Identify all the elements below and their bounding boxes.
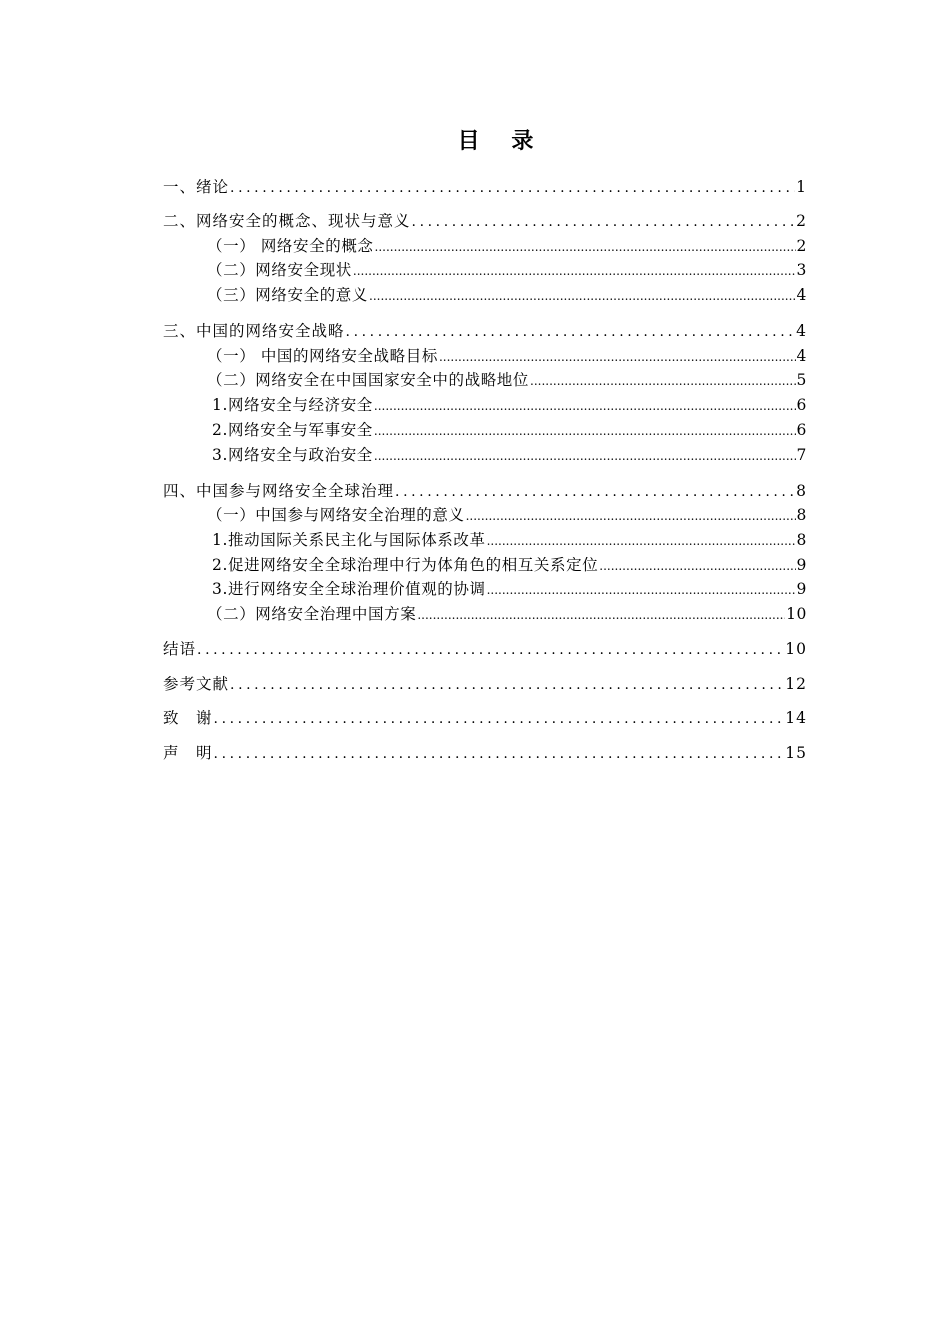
toc-entry-2-3[interactable] <box>207 284 807 306</box>
toc-entry-label: 参考文献 <box>163 675 230 693</box>
toc-page-number: 6 <box>796 421 807 439</box>
toc-entry-label: 四、中国参与网络安全全球治理 <box>163 482 395 500</box>
toc-entry-label: 一、绪论 <box>163 178 230 196</box>
toc-entry-chapter-4[interactable] <box>163 480 807 502</box>
toc-entry-3-2-2[interactable] <box>212 419 807 441</box>
toc-entry-label: （二）网络安全治理中国方案 <box>207 605 417 623</box>
toc-entry-label: 1.推动国际关系民主化与国际体系改革 <box>212 531 486 549</box>
toc-page-number: 7 <box>796 446 807 464</box>
toc-entry-acknowledgements[interactable] <box>163 707 807 729</box>
toc-entry-3-1[interactable] <box>207 345 807 367</box>
dot-leader <box>466 505 796 527</box>
toc-page-number: 4 <box>796 347 807 365</box>
dot-leader <box>369 285 796 307</box>
toc-entry-label: （二）网络安全在中国国家安全中的战略地位 <box>207 371 530 389</box>
toc-page-number: 1 <box>796 178 807 196</box>
toc-entry-label: 2.促进网络安全全球治理中行为体角色的相互关系定位 <box>212 556 599 574</box>
dot-leader <box>439 346 796 368</box>
toc-entry-chapter-3[interactable] <box>163 320 807 342</box>
toc-entry-4-1-1[interactable] <box>212 529 807 551</box>
dot-leader <box>214 708 785 730</box>
dot-leader <box>374 420 796 442</box>
toc-entry-3-2-1[interactable] <box>212 394 807 416</box>
toc-entry-4-1-3[interactable] <box>212 578 807 600</box>
dot-leader <box>374 445 796 467</box>
toc-page-number: 10 <box>786 605 807 623</box>
toc-page-number: 2 <box>796 212 807 230</box>
dot-leader <box>530 370 796 392</box>
toc-entry-label: 3.网络安全与政治安全 <box>212 446 373 464</box>
toc-entry-label: 三、中国的网络安全战略 <box>163 322 345 340</box>
toc-entry-label: （一） 网络安全的概念 <box>207 237 374 255</box>
toc-entry-label: 致 谢 <box>163 709 213 727</box>
toc-page-number: 4 <box>796 322 807 340</box>
toc-entry-label: 声 明 <box>163 744 213 762</box>
dot-leader <box>375 236 796 258</box>
toc-entry-label: 二、网络安全的概念、现状与意义 <box>163 212 411 230</box>
toc-entry-4-2[interactable] <box>207 603 807 625</box>
toc-entry-label: （二）网络安全现状 <box>207 261 352 279</box>
toc-entry-label: 结语 <box>163 640 197 658</box>
toc-page-number: 10 <box>785 640 807 658</box>
toc-page-number: 9 <box>796 556 807 574</box>
dot-leader <box>197 639 784 661</box>
dot-leader <box>599 555 795 577</box>
toc-entry-chapter-2[interactable] <box>163 210 807 232</box>
toc-entry-3-2-3[interactable] <box>212 444 807 466</box>
toc-entry-2-1[interactable] <box>207 235 807 257</box>
toc-page-number: 8 <box>796 531 807 549</box>
toc-entry-label: （一）中国参与网络安全治理的意义 <box>207 506 465 524</box>
toc-page-number: 12 <box>785 675 807 693</box>
dot-leader <box>230 674 784 696</box>
toc-page-number: 15 <box>785 744 807 762</box>
toc-entry-introduction[interactable] <box>163 176 807 198</box>
toc-entry-label: （一） 中国的网络安全战略目标 <box>207 347 438 365</box>
toc-page-number: 2 <box>796 237 807 255</box>
toc-entry-label: 3.进行网络安全全球治理价值观的协调 <box>212 580 486 598</box>
toc-title: 目 录 <box>457 129 546 154</box>
toc-entry-4-1[interactable] <box>207 504 807 526</box>
toc-entry-label: 1.网络安全与经济安全 <box>212 396 373 414</box>
toc-page-number: 8 <box>796 506 807 524</box>
toc-page-number: 6 <box>796 396 807 414</box>
toc-page-number: 3 <box>796 261 807 279</box>
toc-page-number: 8 <box>796 482 807 500</box>
toc-entry-conclusion[interactable] <box>163 638 807 660</box>
toc-page-number: 9 <box>796 580 807 598</box>
dot-leader <box>395 481 795 503</box>
toc-entry-references[interactable] <box>163 673 807 695</box>
dot-leader <box>412 211 796 233</box>
toc-entry-declaration[interactable] <box>163 742 807 764</box>
toc-page-number: 14 <box>785 709 807 727</box>
toc-entry-4-1-2[interactable] <box>212 554 807 576</box>
dot-leader <box>374 395 796 417</box>
toc-entry-label: （三）网络安全的意义 <box>207 286 369 304</box>
dot-leader <box>353 260 796 282</box>
dot-leader <box>230 177 795 199</box>
dot-leader <box>346 321 796 343</box>
toc-page-number: 4 <box>796 286 807 304</box>
toc-entry-label: 2.网络安全与军事安全 <box>212 421 373 439</box>
dot-leader <box>417 604 785 626</box>
dot-leader <box>214 743 785 765</box>
dot-leader <box>487 579 796 601</box>
toc-entry-3-2[interactable] <box>207 369 807 391</box>
dot-leader <box>487 530 796 552</box>
toc-entry-2-2[interactable] <box>207 259 807 281</box>
toc-page-number: 5 <box>796 371 807 389</box>
